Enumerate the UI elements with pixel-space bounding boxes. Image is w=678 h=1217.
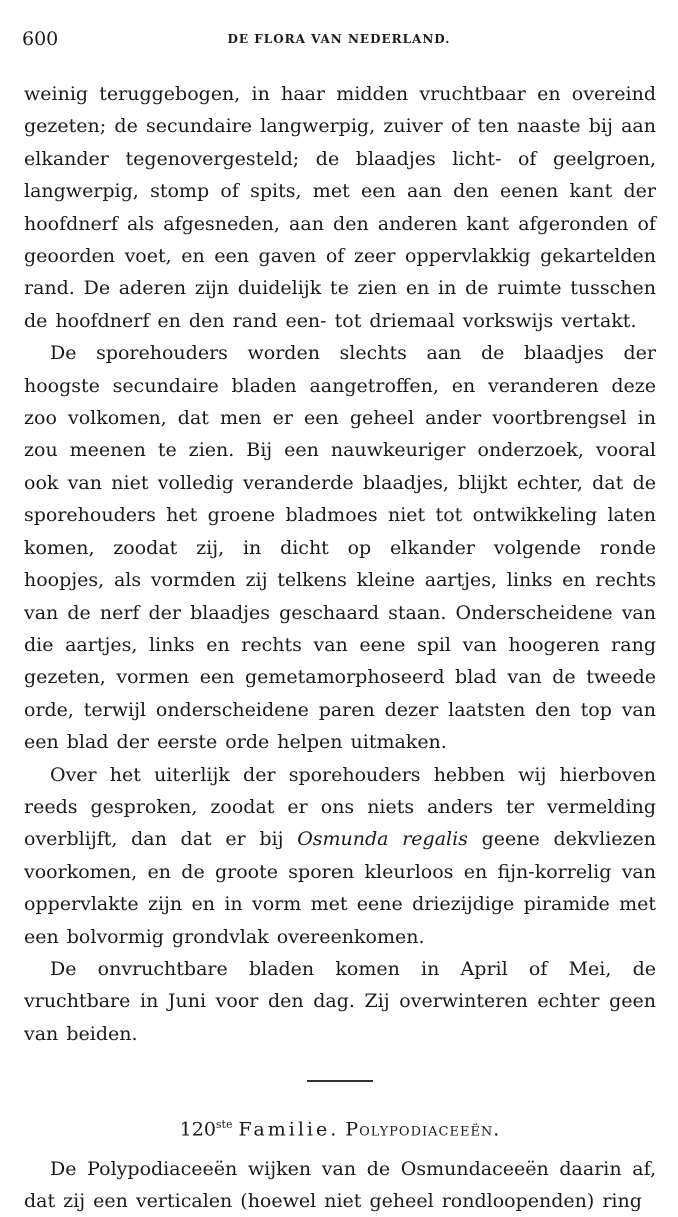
paragraph-polypodiaceeen: De Polypodiaceeën wijken van de Osmundaceeën daarin af, dat zij een verticalen (hoewel niet geheel rondloopenden) ring	[24, 1157, 656, 1212]
species-name: Osmunda regalis	[297, 828, 468, 851]
family-name: Polypodiaceeën.	[345, 1118, 501, 1141]
body-text	[24, 78, 656, 1217]
family-number: 120	[179, 1118, 216, 1141]
family-heading	[24, 1110, 656, 1144]
paragraph-text-after: geene dekvliezen voorkomen, en de groote sporen kleurloos en fijn-korrelig van oppervlakte zijn en in vorm met eene driezijdige piramide met een bolvormig grondvlak overeenkomen.	[24, 828, 656, 948]
running-head	[22, 28, 656, 58]
family-label: Familie.	[238, 1118, 340, 1141]
running-title: DE FLORA VAN NEDERLAND.	[227, 32, 451, 46]
section-divider	[307, 1080, 373, 1082]
paragraph-continued: weinig teruggebogen, in haar midden vruchtbaar en overeind gezeten; de secundaire langwerpig, zuiver of ten naaste bij aan elkander tegenovergesteld; de blaadjes licht- of geelgroen, langwerpig, stomp of spits, met een aan den eenen kant der hoofdnerf als afgesneden, aan den anderen kant afgeronden of geoorden voet, en een gaven of zeer oppervlakkig gekartelden rand. De aderen zijn duidelijk te zien en in de ruimte tusschen de hoofdnerf en den rand een- tot driemaal vorkswijs vertakt.	[24, 83, 656, 332]
family-ordinal-suffix: ste	[215, 1118, 233, 1132]
paragraph-bladen: De onvruchtbare bladen komen in April of Mei, de vruchtbare in Juni voor den dag. Zij overwinteren echter geen van beiden.	[24, 957, 656, 1045]
paragraph-uiterlijk	[24, 759, 656, 953]
page-number: 600	[22, 28, 59, 50]
paragraph-text-before: Over het uiterlijk der sporehouders hebben wij hierboven reeds gesproken, zoodat er ons niets anders ter vermelding overblijft, dan dat er bij	[24, 763, 656, 851]
paragraph-sporehouders: De sporehouders worden slechts aan de blaadjes der hoogste secundaire bladen aangetroffen, en veranderen deze zoo volkomen, dat men er een geheel ander voortbrengsel in zou meenen te zien. Bij een nauwkeuriger onderzoek, vooral ook van niet volledig veranderde blaadjes, blijkt echter, dat de sporehouders het groene bladmoes niet tot ontwikkeling laten komen, zoodat zij, in dicht op elkander volgende ronde hoopjes, als vormden zij telkens kleine aartjes, links en rechts van de nerf der blaadjes geschaard staan. Onderscheidene van die aartjes, links en rechts van eene spil van hoogeren rang gezeten, vormen een gemetamorphoseerd blad van de tweede orde, terwijl onderscheidene paren dezer laatsten den top van een blad der eerste orde helpen uitmaken.	[24, 342, 656, 754]
